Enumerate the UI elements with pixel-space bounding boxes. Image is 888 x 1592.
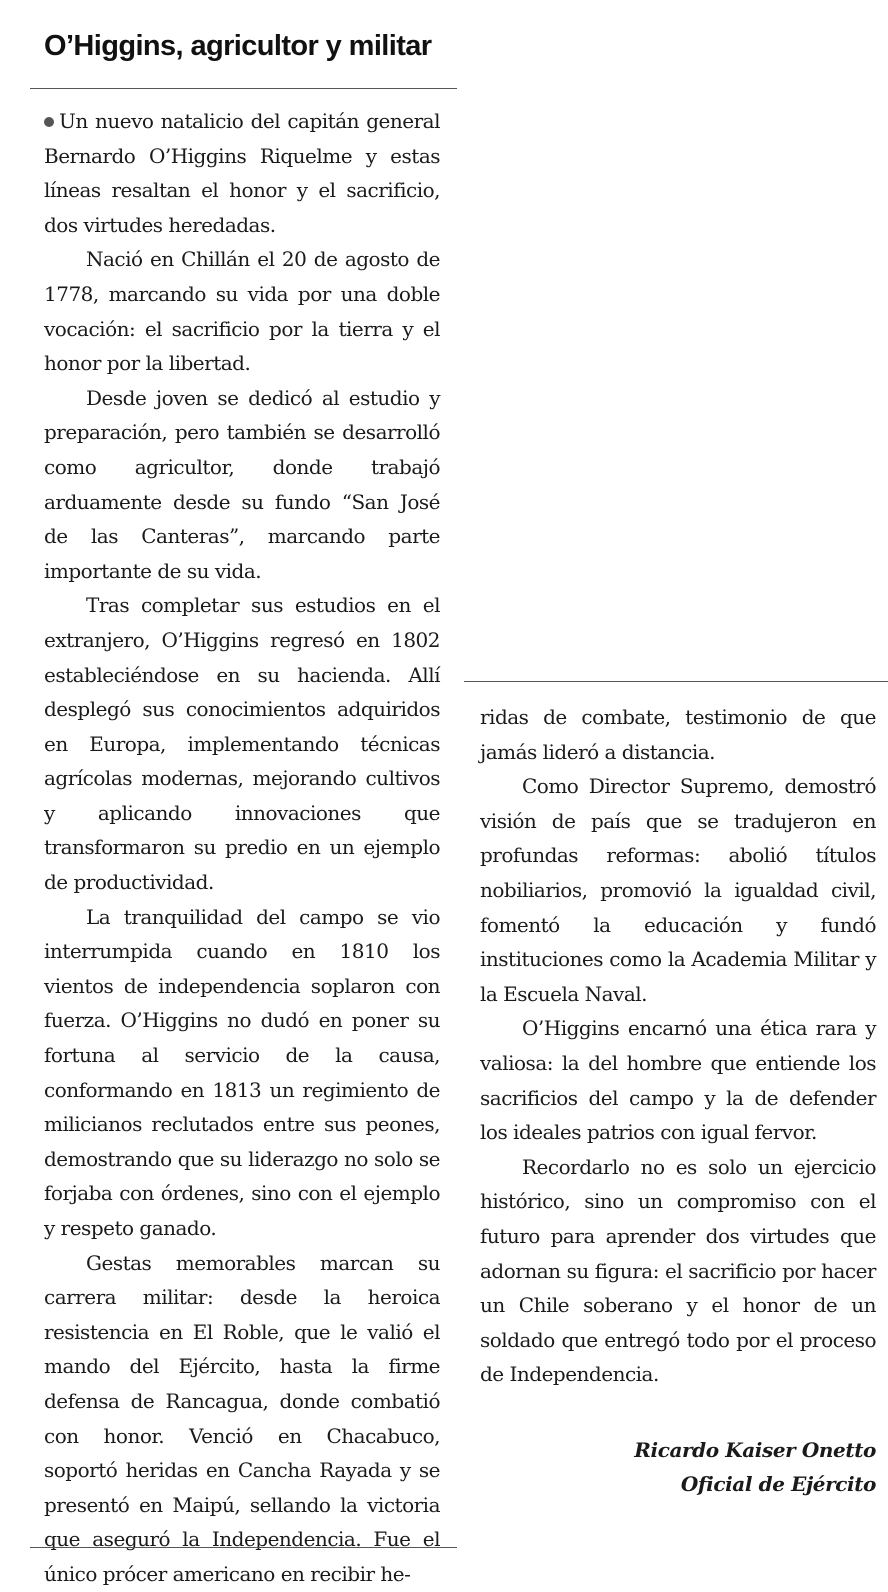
bullet-icon [44,117,54,127]
article-paragraph: Tras completar sus estudios en el extranjero, O’Higgins regresó en 1802 estableciéndose en su hacienda. Allí desplegó sus conocimientos adquiridos en Europa, implementando técnicas agrícolas modernas, mejorando cultivos y aplicando innovaciones que transformaron su predio en un ejemplo de productividad. [44,593,440,895]
article-column-2 [480,700,876,1392]
article-paragraph: O’Higgins encarnó una ética rara y valiosa: la del hombre que entiende los sacrificios del campo y la de defender los ideales patrios con igual fervor. [480,1016,876,1145]
article-paragraph: Recordarlo no es solo un ejercicio histórico, sino un compromiso con el futuro para aprender dos virtudes que adornan su figura: el sacrificio por hacer un Chile soberano y el honor de un soldado que entregó todo por el proceso de Independencia. [480,1154,876,1387]
article-paragraph: Como Director Supremo, demostró visión de país que se tradujeron en profundas reformas: abolió títulos nobiliarios, promovió la igualdad civil, fomentó la educación y fundó instituciones como la Academia Militar y la Escuela Naval. [480,774,876,1006]
article-paragraph: Gestas memorables marcan su carrera militar: desde la heroica resistencia en El Roble, que le valió el mando del Ejército, hasta la firme defensa de Rancagua, donde combatió con honor. Venció en Chacabuco, soportó heridas en Cancha Rayada y se presentó en Maipú, sellando la victoria que aseguró la Independencia. Fue el único prócer americano en recibir he- [44,1250,440,1586]
article-paragraph: Nació en Chillán el 20 de agosto de 1778, marcando su vida por una doble vocación: el sacrificio por la tierra y el honor por la libertad. [44,247,440,376]
article-column-1 [44,104,440,1592]
author-role: Oficial de Ejército [680,1472,876,1496]
article-paragraph: Desde joven se dedicó al estudio y preparación, pero también se desarrolló como agricultor, donde trabajó arduamente desde su fundo “San José de las Canteras”, marcando parte importante de su vida. [44,385,440,583]
article-paragraph: ridas de combate, testimonio de que jamás lideró a distancia. [480,705,876,764]
title-divider [30,88,457,89]
article-paragraph: La tranquilidad del campo se vio interrumpida cuando en 1810 los vientos de independencia soplaron con fuerza. O’Higgins no dudó en poner su fortuna al servicio de la causa, conformando en 1813 un regimiento de milicianos reclutados entre sus peones, demostrando que su liderazgo no solo se forjaba con órdenes, sino con el ejemplo y respeto ganado. [44,904,440,1240]
author-signature [634,1433,876,1501]
column-top-divider [464,681,888,682]
author-name: Ricardo Kaiser Onetto [634,1438,876,1462]
article-title: O’Higgins, agricultor y militar [44,30,432,62]
article-paragraph: Un nuevo natalicio del capitán general Bernardo O’Higgins Riquelme y estas líneas resaltan el honor y el sacrificio, dos virtudes heredadas. [44,109,440,237]
bottom-divider [30,1547,457,1548]
